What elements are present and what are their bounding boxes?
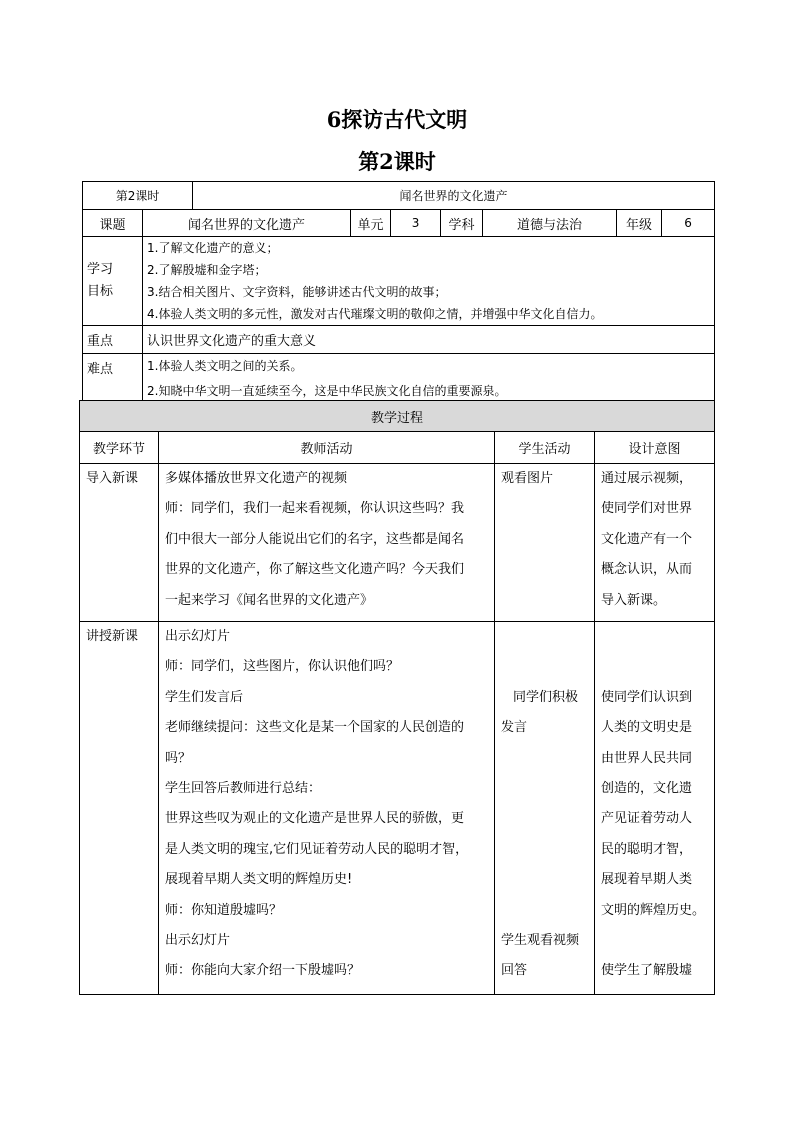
subject-value: 道德与法治 [483, 210, 617, 237]
goals-list [143, 237, 715, 326]
design-intent-cell: 使同学们认识到 人类的文明史是 由世界人民共同 创造的，文化遗 产见证着劳动人 民的聪明才智， 展现着早期人类 文明的辉煌历史。 使学生了解殷墟 [595, 622, 715, 995]
grade-value: 6 [662, 210, 715, 237]
unit-label: 单元 [351, 210, 391, 237]
stage-cell: 讲授新课 [80, 622, 159, 995]
student-activity-cell: 同学们积极 发言 学生观看视频 回答 [495, 622, 595, 995]
key-point-label: 重点 [83, 326, 143, 354]
goal-item: 4.体验人类文明的多元性，激发对古代璀璨文明的敬仰之情，并增强中华文化自信力。 [147, 307, 603, 321]
page-title: 6探访古代文明 [326, 107, 468, 132]
col-header-student: 学生活动 [495, 432, 595, 464]
col-header-teacher: 教师活动 [159, 432, 495, 464]
goal-item: 3.结合相关图片、文字资料，能够讲述古代文明的故事； [147, 285, 447, 299]
stage-cell: 导入新课 [80, 464, 159, 622]
col-header-stage: 教学环节 [80, 432, 159, 464]
goals-label: 学习 目标 [83, 237, 143, 326]
course-label: 课题 [83, 210, 143, 237]
subject-label: 学科 [441, 210, 483, 237]
process-header: 教学过程 [80, 401, 715, 432]
difficulty-item: 2.知晓中华文明一直延续至今，这是中华民族文化自信的重要源泉。 [147, 384, 507, 398]
key-point-value: 认识世界文化遗产的重大意义 [143, 326, 715, 354]
grade-label: 年级 [617, 210, 662, 237]
lesson-period-cell: 第2课时 [83, 182, 193, 210]
goal-item: 1.了解文化遗产的意义； [147, 241, 279, 255]
teacher-activity-cell: 出示幻灯片 师：同学们，这些图片，你认识他们吗？ 学生们发言后 老师继续提问：这些文化是某一个国家的人民创造的 吗？ 学生回答后教师进行总结： 世界这些叹为观止的文化遗产是世界人民的骄傲，更 是人类文明的瑰宝,它们见证着劳动人民的聪明才智， 展现着早期人类文明的辉煌历史! 师：你知道殷墟吗？ 出示幻灯片 师：你能向大家介绍一下殷墟吗？ [159, 622, 495, 995]
difficulty-list [143, 354, 715, 406]
col-header-intent: 设计意图 [595, 432, 715, 464]
course-value: 闻名世界的文化遗产 [143, 210, 351, 237]
goal-item: 2.了解殷墟和金字塔； [147, 263, 267, 277]
lesson-info-table [82, 181, 715, 406]
unit-value: 3 [391, 210, 441, 237]
page-subtitle: 第2课时 [358, 149, 436, 174]
teaching-process-table [79, 400, 715, 995]
student-activity-cell: 观看图片 [495, 464, 595, 622]
lesson-topic-cell: 闻名世界的文化遗产 [193, 182, 715, 210]
teacher-activity-cell: 多媒体播放世界文化遗产的视频 师：同学们，我们一起来看视频，你认识这些吗？我 们中很大一部分人能说出它们的名字，这些都是闻名 世界的文化遗产，你了解这些文化遗产吗？今天我们 一起来学习《闻名世界的文化遗产》 [159, 464, 495, 622]
difficulty-item: 1.体验人类文明之间的关系。 [147, 359, 303, 373]
difficulty-label: 难点 [83, 354, 143, 406]
design-intent-cell: 通过展示视频， 使同学们对世界 文化遗产有一个 概念认识，从而 导入新课。 [595, 464, 715, 622]
